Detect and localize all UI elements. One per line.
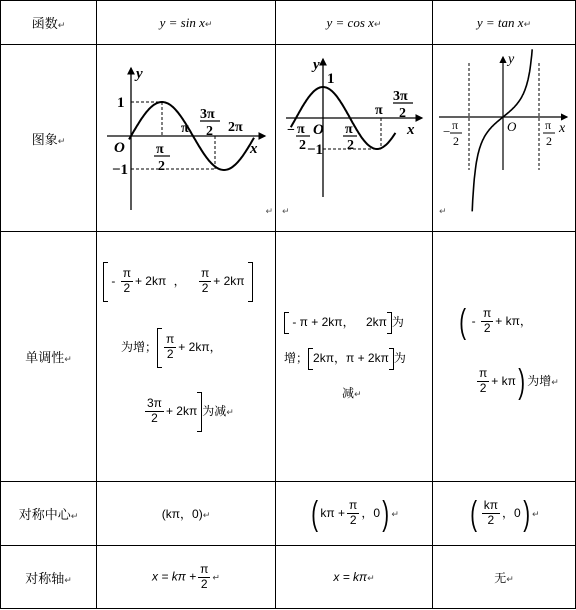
sin-mono-pi2: π bbox=[200, 266, 210, 281]
header-function: 函数↵ bbox=[1, 1, 97, 45]
axis-row bbox=[1, 546, 576, 609]
header-tan: y = tan x↵ bbox=[433, 1, 576, 45]
header-function-label: 函数 bbox=[31, 16, 58, 31]
row-axis-label: 对称轴 bbox=[25, 570, 65, 586]
row-label-axis: 对称轴↵ bbox=[1, 546, 97, 609]
sin-3pi-num: 3π bbox=[200, 107, 215, 122]
cos-mono-line3: 减↵ bbox=[342, 386, 362, 400]
sin-axis-two: 2 bbox=[200, 576, 208, 591]
tan-mono-pi2: π bbox=[479, 366, 488, 381]
cos-mono-inc: 为 bbox=[391, 315, 404, 330]
sin-origin-label: O bbox=[114, 140, 125, 156]
header-sin-label: y = sin x bbox=[159, 14, 205, 30]
cos-origin-label: O bbox=[313, 122, 324, 138]
tan-half-den: 2 bbox=[546, 134, 552, 148]
header-row bbox=[1, 1, 576, 45]
sin-half-num: π bbox=[156, 142, 164, 157]
tan-mono-line1: ( - $\frac{\pi}{2}$ + kπ， bbox=[459, 302, 532, 341]
tan-axis: 无↵ bbox=[433, 546, 576, 609]
tan-origin-label: O bbox=[507, 119, 517, 134]
tan-x-label: x bbox=[559, 121, 566, 136]
row-monotonic-label: 单调性 bbox=[25, 350, 65, 365]
tan-center: ( $\frac{k\pi}{2}$ ，0) ↵ bbox=[433, 482, 576, 546]
sin-mono-pi1: π bbox=[122, 266, 131, 281]
sin-y-label: y bbox=[136, 66, 143, 82]
sin-mono-dec: 为减 bbox=[202, 403, 227, 418]
sin-x-label: x bbox=[250, 141, 258, 157]
sin-center: (kπ，0)↵ bbox=[97, 482, 276, 546]
sin-mono-two2: 2 bbox=[201, 281, 209, 295]
sin-mono-comma2: ， bbox=[209, 339, 222, 354]
cos-axis-text: x = kπ bbox=[333, 570, 368, 584]
cos-mono-part3: 2kπ，π + 2kπ bbox=[313, 351, 389, 366]
cos-neg-sign: − bbox=[287, 123, 295, 138]
header-sin: y = sin x↵ bbox=[97, 1, 276, 45]
tan-y-label: y bbox=[508, 52, 515, 67]
tan-mono-plusk2: + kπ bbox=[491, 373, 516, 388]
tan-mono-line2: $\frac{\pi}{2}$ + kπ) 为增↵ bbox=[479, 362, 559, 401]
cos-mono-dec: 为 bbox=[393, 351, 406, 366]
cos-halfpi-num: π bbox=[345, 122, 353, 137]
cos-neg-one-label: −1 bbox=[307, 142, 324, 158]
cos-axis: x = kπ↵ bbox=[276, 546, 433, 609]
sin-center-text: (kπ，0) bbox=[161, 507, 203, 521]
sin-mono-minus: - bbox=[111, 273, 116, 288]
tan-mono-pi1: π bbox=[483, 306, 492, 321]
row-label-monotonic: 单调性↵ bbox=[1, 232, 97, 482]
tan-graph-cell: y x O − π 2 π 2 ↵ bbox=[433, 45, 576, 232]
monotonic-row bbox=[1, 232, 576, 482]
cos-center-plus: kπ + bbox=[320, 505, 346, 520]
tan-center-num: kπ bbox=[483, 498, 499, 513]
sin-mono-plus3: + 2kπ bbox=[178, 339, 210, 354]
cos-graph-cell: y x 1 −1 O − π 2 π 2 π 3π 2 ↵ bbox=[276, 45, 433, 232]
tan-neghalf-den: 2 bbox=[453, 134, 459, 148]
tan-mono-inc: 为增 bbox=[527, 373, 552, 388]
row-center-label: 对称中心 bbox=[18, 507, 71, 522]
cos-mono-dec2: 减 bbox=[342, 386, 355, 400]
tan-neghalf-num: π bbox=[452, 118, 459, 132]
sin-half-den: 2 bbox=[158, 159, 165, 174]
cos-center: ( kπ + $\frac{\pi}{2}$ ，0) ↵ bbox=[276, 482, 433, 546]
tan-mono-minus: - bbox=[471, 313, 476, 328]
sin-graph-cell: y x 1 −1 O π 2 π 3π 2 2π ↵ bbox=[97, 45, 276, 232]
cos-negpi-den: 2 bbox=[299, 138, 306, 153]
cos-graph bbox=[276, 45, 433, 232]
cos-center-pi: π bbox=[349, 498, 358, 513]
sin-mono-two1: 2 bbox=[123, 281, 131, 295]
row-label-graph: 图象↵ bbox=[1, 45, 97, 232]
sin-mono-line3: $\frac{3\pi}{2}$ + 2kπ 为减↵ bbox=[143, 392, 275, 432]
cos-mono-line2 bbox=[284, 348, 432, 370]
sin-mono-line1 bbox=[103, 262, 275, 302]
header-cos-label: y = cos x bbox=[326, 14, 374, 30]
tan-mono-two1: 2 bbox=[483, 321, 491, 335]
row-label-center: 对称中心↵ bbox=[1, 482, 97, 546]
graph-row bbox=[1, 45, 576, 232]
sin-2pi-label: 2π bbox=[228, 120, 243, 135]
sin-3pi-den: 2 bbox=[206, 124, 213, 139]
cos-mono-inc2: 增； bbox=[284, 351, 309, 366]
tan-curve bbox=[472, 49, 532, 211]
sin-mono-plus1: + 2kπ bbox=[134, 273, 167, 288]
cos-3pi-num: 3π bbox=[393, 89, 408, 104]
cos-halfpi-den: 2 bbox=[347, 138, 354, 153]
cos-y-label: y bbox=[313, 57, 320, 73]
cos-one-label: 1 bbox=[327, 71, 335, 87]
cos-mono-line1 bbox=[284, 312, 432, 334]
cos-mono-part2: 2kπ bbox=[365, 315, 387, 330]
cos-x-label: x bbox=[407, 122, 415, 138]
sin-one-label: 1 bbox=[117, 95, 125, 111]
sin-neg-one-label: −1 bbox=[112, 162, 129, 178]
tan-center-tail: ，0 bbox=[502, 505, 521, 520]
tan-neg-sign: − bbox=[443, 124, 451, 139]
tan-mono-two2: 2 bbox=[479, 381, 487, 395]
tan-graph bbox=[433, 45, 576, 232]
sin-mono-inc: 为增； bbox=[121, 339, 158, 354]
cos-pi-label: π bbox=[375, 103, 383, 118]
tan-half-num: π bbox=[545, 118, 552, 132]
sin-pi-label: π bbox=[181, 121, 189, 136]
cos-center-tail: ，0 bbox=[361, 505, 381, 520]
tan-mono-plusk: + kπ， bbox=[495, 313, 532, 328]
sin-mono-pi3: π bbox=[166, 332, 175, 347]
sin-mono-3pi: 3π bbox=[147, 396, 162, 411]
cos-mono-part1: - π + 2kπ， bbox=[292, 315, 355, 330]
sin-axis-prefix: x = kπ + bbox=[152, 569, 197, 584]
cos-monotonic bbox=[276, 232, 433, 482]
tan-center-den: 2 bbox=[487, 513, 495, 527]
sin-axis-pi: π bbox=[200, 561, 209, 576]
tan-axis-text: 无 bbox=[494, 570, 507, 585]
tan-monotonic bbox=[433, 232, 576, 482]
sin-mono-two3: 2 bbox=[166, 347, 174, 361]
cos-3pi-den: 2 bbox=[399, 106, 406, 121]
sin-mono-plus2: + 2kπ bbox=[213, 273, 245, 288]
header-cos: y = cos x↵ bbox=[276, 1, 433, 45]
sin-graph bbox=[97, 45, 276, 232]
center-row bbox=[1, 482, 576, 546]
sin-monotonic bbox=[97, 232, 276, 482]
cos-center-two: 2 bbox=[349, 513, 357, 527]
sin-mono-line2 bbox=[121, 328, 275, 368]
sin-mono-comma1: ， bbox=[173, 273, 186, 288]
cos-negpi-num: π bbox=[297, 122, 305, 137]
sin-mono-plus4: + 2kπ bbox=[165, 403, 198, 418]
header-tan-label: y = tan x bbox=[476, 14, 524, 30]
sin-mono-two4: 2 bbox=[151, 411, 158, 425]
row-graph-label: 图象 bbox=[31, 131, 58, 147]
sin-axis: x = kπ + $\frac{\pi}{2}$ ↵ bbox=[97, 546, 276, 609]
